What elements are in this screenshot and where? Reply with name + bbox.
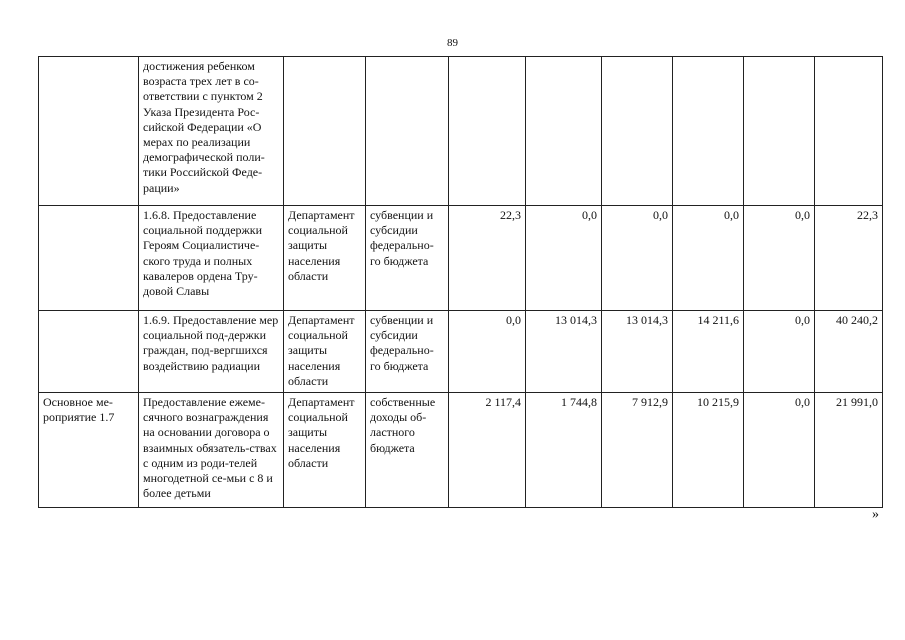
executor-cell: Департамент социальной защиты населения области bbox=[284, 206, 366, 311]
closing-quote-mark: » bbox=[872, 507, 879, 522]
value-cell: 1 744,8 bbox=[526, 393, 602, 508]
budget-table bbox=[38, 56, 883, 508]
measure-name-cell: 1.6.9. Предоставление мер социальной под-держки граждан, под-вергшихся воздействию радиации bbox=[139, 311, 284, 393]
value-cell: 22,3 bbox=[449, 206, 526, 311]
value-cell bbox=[449, 57, 526, 206]
event-cell: Основное ме-роприятие 1.7 bbox=[39, 393, 139, 508]
total-cell: 21 991,0 bbox=[815, 393, 883, 508]
measure-name-cell: Предоставление ежеме-сячного вознаграждения на основании договора о взаимных обязатель-ствах с одним из роди-телей многодетной се-мьи с 8 и более детьми bbox=[139, 393, 284, 508]
funding-source-cell: субвенции и субсидии федерально-го бюджета bbox=[366, 206, 449, 311]
value-cell: 0,0 bbox=[526, 206, 602, 311]
total-cell bbox=[815, 57, 883, 206]
value-cell bbox=[602, 57, 673, 206]
value-cell bbox=[744, 57, 815, 206]
executor-cell: Департамент социальной защиты населения области bbox=[284, 311, 366, 393]
measure-name-cell: достижения ребенком возраста трех лет в со-ответствии с пунктом 2 Указа Президента Рос-сийской Федерации «О мерах по реализации демографической поли-тики Российской Феде-рации» bbox=[139, 57, 284, 206]
measure-name-cell: 1.6.8. Предоставление социальной поддержки Героям Социалистиче-ского труда и полных кавалеров ордена Тру-довой Славы bbox=[139, 206, 284, 311]
table-row bbox=[39, 311, 883, 393]
table-row bbox=[39, 206, 883, 311]
value-cell: 0,0 bbox=[673, 206, 744, 311]
value-cell bbox=[526, 57, 602, 206]
value-cell: 0,0 bbox=[449, 311, 526, 393]
value-cell: 0,0 bbox=[602, 206, 673, 311]
funding-source-cell: субвенции и субсидии федерально-го бюджета bbox=[366, 311, 449, 393]
value-cell: 2 117,4 bbox=[449, 393, 526, 508]
funding-source-cell bbox=[366, 57, 449, 206]
value-cell: 10 215,9 bbox=[673, 393, 744, 508]
value-cell: 13 014,3 bbox=[526, 311, 602, 393]
funding-source-cell: собственные доходы об-ластного бюджета bbox=[366, 393, 449, 508]
value-cell: 0,0 bbox=[744, 393, 815, 508]
page-number: 89 bbox=[447, 37, 458, 49]
table-row bbox=[39, 393, 883, 508]
total-cell: 22,3 bbox=[815, 206, 883, 311]
total-cell: 40 240,2 bbox=[815, 311, 883, 393]
event-cell bbox=[39, 311, 139, 393]
value-cell bbox=[673, 57, 744, 206]
executor-cell: Департамент социальной защиты населения области bbox=[284, 393, 366, 508]
value-cell: 7 912,9 bbox=[602, 393, 673, 508]
value-cell: 0,0 bbox=[744, 206, 815, 311]
table-row bbox=[39, 57, 883, 206]
event-cell bbox=[39, 57, 139, 206]
executor-cell bbox=[284, 57, 366, 206]
value-cell: 13 014,3 bbox=[602, 311, 673, 393]
value-cell: 0,0 bbox=[744, 311, 815, 393]
event-cell bbox=[39, 206, 139, 311]
value-cell: 14 211,6 bbox=[673, 311, 744, 393]
